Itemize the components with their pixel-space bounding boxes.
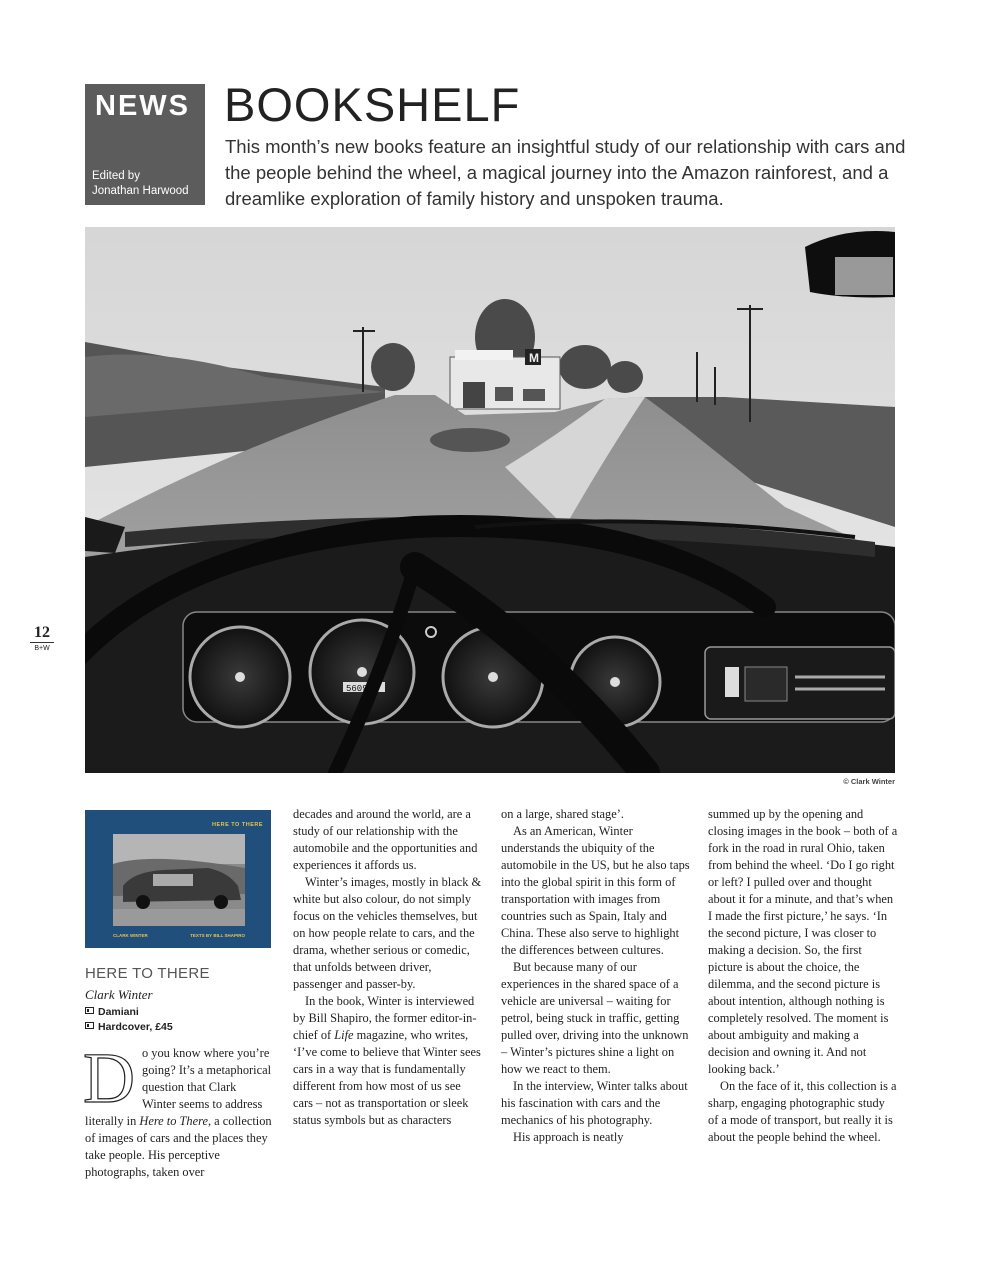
book-cover — [85, 810, 271, 948]
text-run: o you know where you’re going? It’s a metaphorical question that Clark Winter seems to address literally in — [85, 1046, 272, 1128]
dashboard-photo — [85, 227, 895, 773]
page-title: BOOKSHELF — [224, 78, 521, 131]
article-paragraph — [83, 1038, 273, 1181]
editor-credit — [92, 169, 189, 199]
photo-credit: © Clark Winter — [843, 777, 895, 786]
article-paragraph: summed up by the opening and closing images in the book – both of a fork in the road in rural Ohio, taken from behind the wheel. ‘Do I go right or left? I pulled over and thought about it for a minute, and that’s when I made the first picture,’ he says. ‘In the second picture, I was closer to making a decision. So, the first picture is about the choice, the dilemma, and the second picture is about intention, although nothing is completely resolved. The moment is about ambiguity and making a decision and owning it. And not looking back.’ — [708, 807, 898, 1076]
svg-text:M: M — [529, 351, 539, 365]
article-paragraph: On the face of it, this collection is a sharp, engaging photographic study of a mode of transport, but really it is about the people behind the wheel. — [708, 1079, 897, 1144]
magazine-title-italic: Life — [334, 1028, 354, 1042]
article-paragraph: But because many of our experiences in the shared space of a vehicle are universal – waiting for petrol, being stuck in traffic, getting pulled over, driving into the unknown – Winter’s pictures shine a light on how we react to them. — [501, 960, 689, 1076]
article-paragraph: on a large, shared stage’. — [501, 807, 624, 821]
folio — [30, 624, 54, 652]
text-run: magazine, who writes, ‘I’ve come to believe that Winter sees cars in a way that is fundamentally different from how most of us see cars – not as transportation or sleek status symbols but as characters — [293, 1028, 481, 1127]
book-format — [85, 1020, 173, 1035]
book-author: Clark Winter — [85, 987, 153, 1002]
article-paragraph: decades and around the world, are a study of our relationship with the automobile and the opportunities and experiences it affords us. — [293, 807, 478, 872]
article-paragraph: As an American, Winter understands the ubiquity of the automobile in the US, but he also taps into the global spirit in this form of transportation with images from countries such as Spain, Italy and China. These also serve to highlight the differences between cultures. — [501, 824, 690, 957]
bullet-icon — [85, 1022, 94, 1029]
text-run: In the book, Winter is interviewed by Bill Shapiro, the former editor-in-chief of — [293, 994, 477, 1042]
publisher-text: Damiani — [98, 1006, 139, 1018]
book-details — [85, 1005, 173, 1035]
article-column-4 — [708, 806, 898, 1146]
standfirst: This month’s new books feature an insightful study of our relationship with cars and the people behind the wheel, a magical journey into the Amazon rainforest, and a dreamlike exploration of family history and unspoken trauma. — [225, 136, 906, 209]
article-paragraph: His approach is neatly — [513, 1130, 624, 1144]
page-number: 12 — [30, 624, 54, 643]
magazine-name: B+W — [34, 645, 50, 652]
drop-cap: D — [83, 1038, 135, 1118]
article-column-3 — [501, 806, 691, 1146]
article-paragraph — [293, 993, 483, 1129]
cover-car-photo — [113, 834, 245, 926]
article-paragraph: Winter’s images, mostly in black & white but also colour, do not simply focus on the vehicles themselves, but on how people relate to cars, and the drama, whether serious or comedic, that unfolds between driver, passenger and passer-by. — [293, 875, 482, 991]
bullet-icon — [85, 1007, 94, 1014]
editor-name: Jonathan Harwood — [92, 185, 189, 197]
section-label — [85, 84, 205, 205]
book-title: HERE TO THERE — [85, 965, 210, 982]
format-text: Hardcover, £45 — [98, 1021, 173, 1033]
cover-title: HERE TO THERE — [211, 822, 263, 828]
book-publisher — [85, 1005, 173, 1020]
article-column-2 — [293, 806, 483, 1129]
edited-by-label: Edited by — [92, 170, 140, 182]
odometer: 56090 — [346, 684, 374, 694]
section-name: NEWS — [95, 90, 190, 122]
article-column-1 — [83, 1038, 273, 1181]
cover-texts: TEXTS BY BILL SHAPIRO — [190, 933, 245, 938]
hero-photo — [85, 227, 895, 773]
article-paragraph: In the interview, Winter talks about his fascination with cars and the mechanics of his photography. — [501, 1079, 688, 1127]
cover-author: CLARK WINTER — [113, 933, 148, 938]
text-run: , a collection of images of cars and the places they take people. His perceptive photographs, taken over — [85, 1114, 272, 1179]
book-title-italic: Here to There — [139, 1114, 208, 1128]
